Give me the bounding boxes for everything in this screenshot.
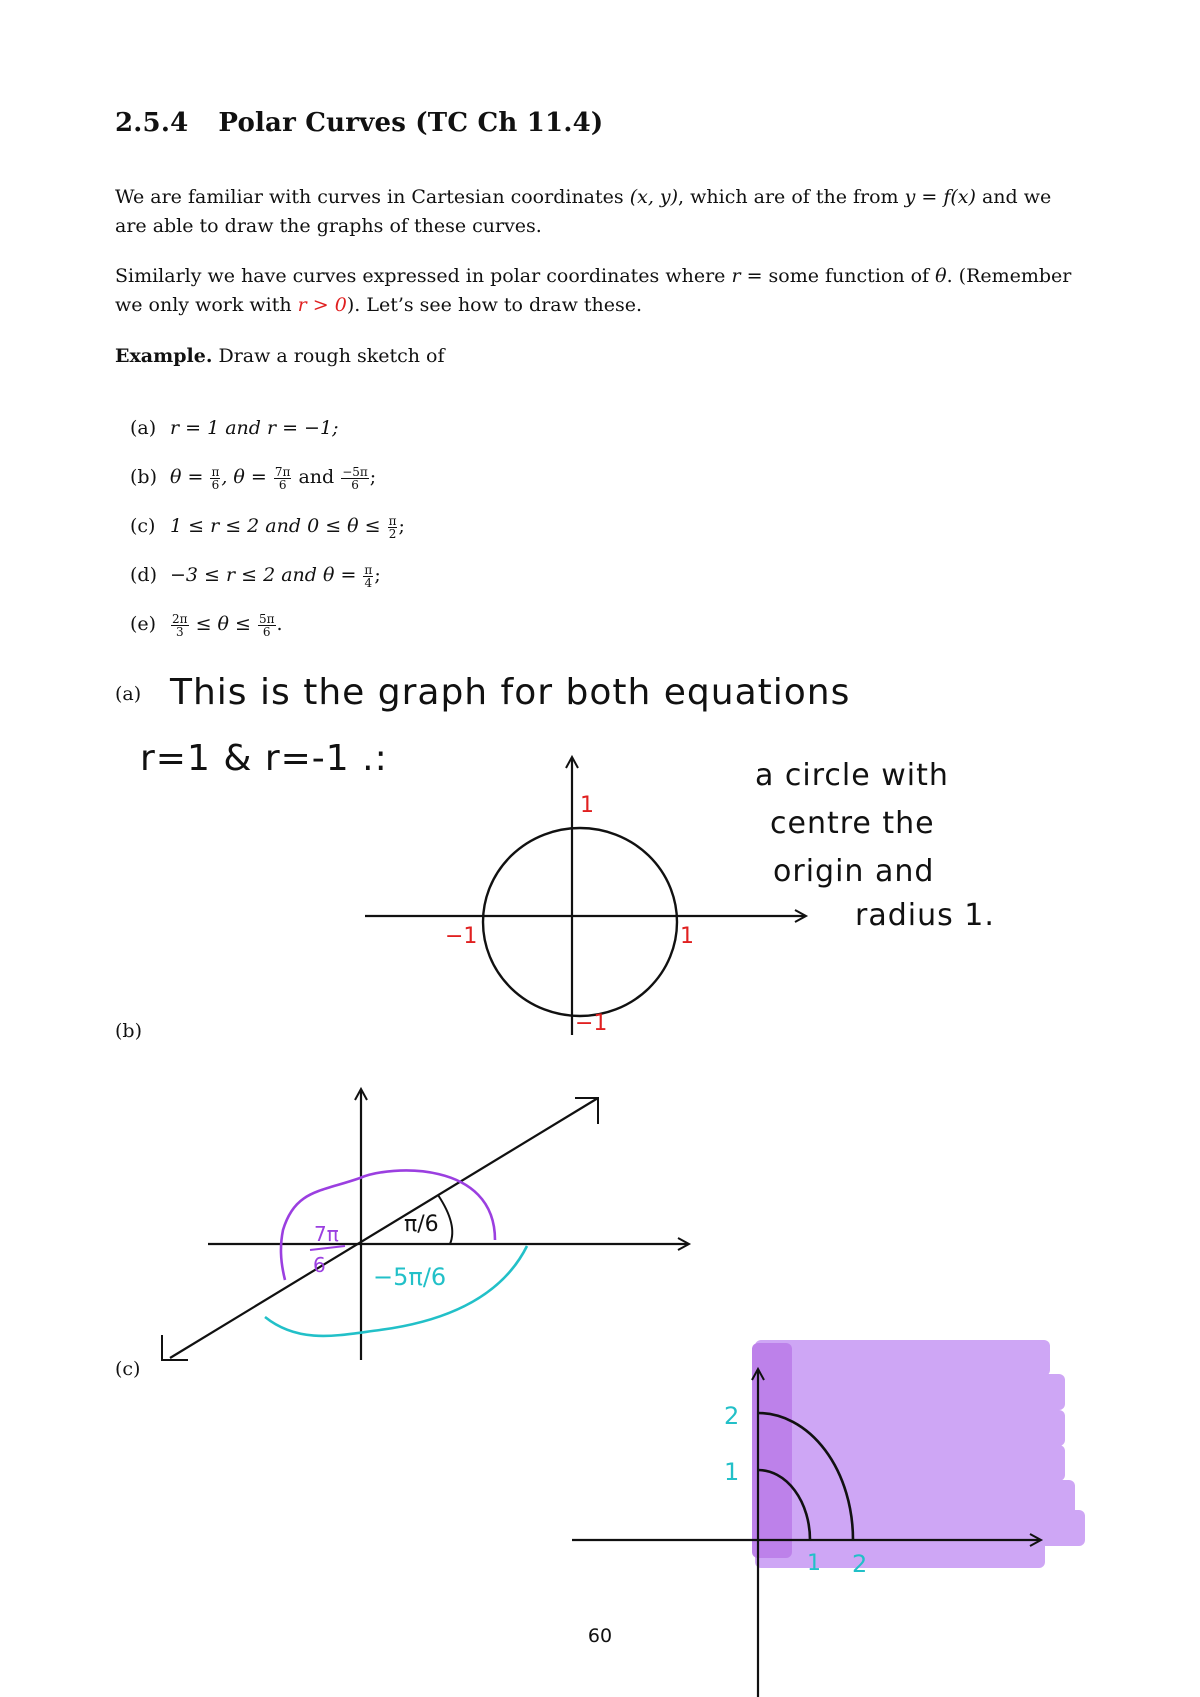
text-run: We are familiar with curves in Cartesian coordinates: [115, 186, 630, 208]
text-run: = some function of: [740, 265, 936, 287]
ray-line: [170, 1098, 598, 1358]
fraction-bar: [310, 1246, 345, 1250]
numerator: π: [388, 513, 397, 528]
numerator: 2π: [172, 611, 188, 626]
item-text: ;: [398, 515, 405, 537]
section-title: Polar Curves (TC Ch 11.4): [218, 108, 604, 138]
handwritten-side-note-3: origin and: [773, 854, 935, 889]
denominator: 3: [175, 624, 184, 639]
handwritten-note-line1: This is the graph for both equations: [170, 672, 851, 713]
tick-label-top: 1: [580, 793, 594, 818]
arrowhead-lower: [162, 1335, 188, 1360]
handwritten-side-note-1: a circle with: [755, 758, 949, 793]
red-math-run: r > 0: [297, 294, 347, 316]
math-run: r: [731, 265, 741, 287]
label-y-1: 1: [724, 1458, 740, 1486]
label-x-1: 1: [807, 1551, 821, 1576]
tick-label-left: −1: [445, 924, 478, 949]
item-text: 1 ≤ r ≤ 2 and 0 ≤ θ ≤: [170, 515, 387, 537]
denominator: 6: [278, 477, 287, 492]
part-label-b: (b): [115, 1020, 142, 1042]
denominator: 6: [351, 477, 359, 492]
math-run: (x, y): [629, 186, 679, 208]
highlight-stroke: [755, 1445, 1065, 1481]
label-minus-5pi-over-6: −5π/6: [373, 1263, 447, 1291]
item-label: (e): [130, 613, 157, 635]
item-label: (b): [130, 466, 157, 488]
label-x-2: 2: [852, 1550, 868, 1578]
section-number: 2.5.4: [115, 108, 189, 138]
item-text: .: [276, 613, 283, 635]
denominator: 2: [388, 526, 397, 541]
item-text: ≤ θ ≤: [189, 613, 257, 635]
label-y-2: 2: [724, 1402, 740, 1430]
denominator: 6: [262, 624, 271, 639]
handwritten-side-note-2: centre the: [770, 806, 935, 841]
purple-highlight: [752, 1340, 1085, 1568]
math-run: y = f(x): [904, 186, 976, 208]
example-label: Example.: [115, 345, 213, 367]
circle-r1: [483, 828, 677, 1016]
part-label-a: (a): [115, 683, 142, 705]
text-run: , which are of the from: [678, 186, 905, 208]
label-pi-over-6: π/6: [404, 1212, 439, 1237]
item-label: (a): [130, 417, 157, 439]
numerator: 5π: [258, 611, 275, 626]
page-number: 60: [587, 1625, 613, 1647]
label-7pi-den: 6: [313, 1253, 326, 1277]
item-text: −3 ≤ r ≤ 2 and θ =: [170, 564, 363, 586]
math-run: θ: [935, 265, 947, 287]
numerator: −5π: [342, 464, 368, 479]
numerator: 7π: [274, 464, 291, 479]
tick-label-bottom: −1: [575, 1011, 608, 1036]
highlight-stroke: [755, 1374, 1065, 1410]
figure-b-angles: [162, 1090, 688, 1360]
item-text: θ =: [170, 466, 210, 488]
item-text: r = 1 and r = −1;: [170, 417, 339, 439]
denominator: 4: [364, 575, 373, 590]
pi-over-6-arc: [438, 1195, 452, 1244]
figure-a-unit-circle: [365, 758, 805, 1036]
label-7pi-num: 7π: [314, 1222, 339, 1246]
example-text: Draw a rough sketch of: [212, 345, 445, 367]
highlight-stroke: [755, 1340, 1050, 1376]
item-text: , θ =: [221, 466, 273, 488]
numerator: π: [211, 464, 220, 479]
item-text: and: [292, 466, 341, 488]
denominator: 6: [211, 477, 220, 492]
tick-label-right: 1: [680, 924, 694, 949]
text-run: Similarly we have curves expressed in polar coordinates where: [115, 265, 732, 287]
item-text: ;: [369, 466, 377, 488]
handwritten-side-note-4: radius 1.: [855, 898, 995, 933]
text-run: ). Let’s see how to draw these.: [346, 294, 643, 316]
text-run: and we are able to draw the graphs of these curves.: [115, 186, 1052, 237]
item-label: (d): [130, 564, 157, 586]
part-label-c: (c): [115, 1358, 141, 1380]
numerator: π: [364, 562, 373, 577]
item-label: (c): [130, 515, 156, 537]
text-run: . (Remember we only work with: [115, 265, 1072, 316]
highlight-stroke: [755, 1540, 1045, 1568]
item-text: ;: [374, 564, 381, 586]
handwritten-note-line2: r=1 & r=-1 .:: [140, 738, 388, 779]
